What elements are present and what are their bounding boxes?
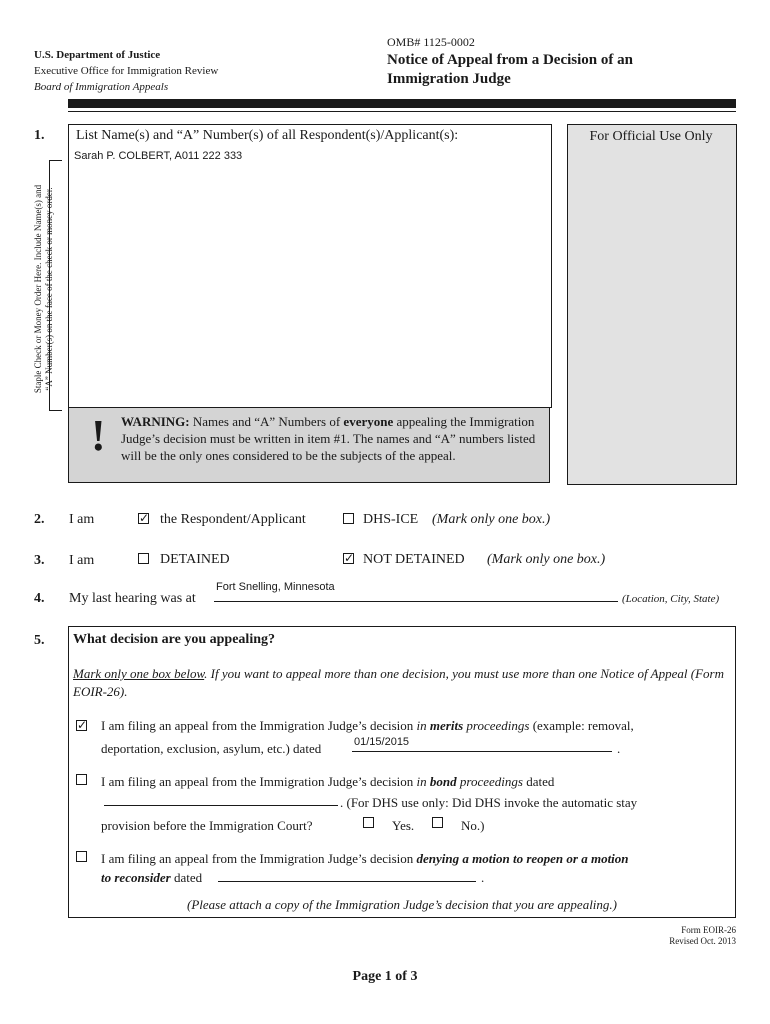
- item-4-number: 4.: [34, 591, 45, 606]
- agency-block: [34, 47, 218, 95]
- item-3-number: 3.: [34, 553, 45, 568]
- reconsider-keyword: to reconsider: [101, 870, 171, 885]
- reopen-checkbox[interactable]: [76, 851, 87, 862]
- not-detained-option-label: NOT DETAINED: [363, 552, 465, 567]
- reopen-period: .: [481, 870, 485, 885]
- instr-rest: . If you want to appeal more than one decision, you must use more than one Notice of Appeal (Form EOIR-26).: [73, 666, 724, 699]
- bond-text-b: dated: [522, 774, 555, 789]
- merits-in: in: [416, 718, 430, 733]
- form-id: [620, 925, 736, 947]
- merits-date-value[interactable]: 01/15/2015: [354, 736, 410, 748]
- agency-board: Board of Immigration Appeals: [34, 81, 169, 93]
- merits-text-a: I am filing an appeal from the Immigration Judge’s decision: [101, 718, 417, 733]
- merits-proceedings: proceedings: [463, 718, 530, 733]
- detained-checkbox[interactable]: [138, 553, 149, 564]
- decision-question: What decision are you appealing?: [73, 632, 275, 647]
- last-hearing-value[interactable]: Fort Snelling, Minnesota: [216, 581, 335, 593]
- bond-proceedings: proceedings: [456, 774, 523, 789]
- header-rule-thin: [68, 111, 736, 112]
- reopen-text-b: dated: [170, 870, 203, 885]
- bond-checkbox[interactable]: [76, 774, 87, 785]
- reopen-option-line2: [101, 867, 202, 888]
- last-hearing-line: [214, 601, 618, 602]
- merits-option-line2: deportation, exclusion, asylum, etc.) dated: [101, 741, 322, 756]
- bond-option-line2: . (For DHS use only: Did DHS invoke the automatic stay: [340, 795, 638, 810]
- respondent-option-label: the Respondent/Applicant: [160, 512, 306, 527]
- item-2-note: (Mark only one box.): [432, 512, 551, 527]
- page-number: Page 1 of 3: [352, 969, 418, 984]
- stay-yes-checkbox[interactable]: [363, 817, 374, 828]
- respondents-value[interactable]: Sarah P. COLBERT, A011 222 333: [74, 150, 243, 162]
- reopen-text-a: I am filing an appeal from the Immigration Judge’s decision: [101, 851, 417, 866]
- bond-option-line1: [101, 771, 731, 792]
- stay-no-checkbox[interactable]: [432, 817, 443, 828]
- warning-everyone: everyone: [343, 414, 394, 429]
- title-line-1: Notice of Appeal from a Decision of an: [387, 52, 633, 68]
- official-use-box: [567, 124, 737, 485]
- item-5-number: 5.: [34, 633, 45, 648]
- official-use-label: For Official Use Only: [589, 129, 713, 144]
- item-1-number: 1.: [34, 128, 45, 143]
- dhs-ice-option-label: DHS-ICE: [363, 512, 419, 527]
- respondents-box[interactable]: [68, 124, 552, 408]
- staple-line-1: Staple Check or Money Order Here. Include Name(s) and: [33, 184, 43, 394]
- bond-in: in: [416, 774, 430, 789]
- bond-keyword: bond: [429, 774, 457, 789]
- merits-checkbox[interactable]: ✓: [77, 718, 88, 732]
- item-3-note: (Mark only one box.): [487, 552, 606, 567]
- reopen-keyword: denying a motion to reopen or a motion: [416, 851, 629, 866]
- item-2-label: I am: [69, 512, 95, 527]
- stay-yes-label: Yes.: [392, 818, 415, 833]
- stay-no-label: No.): [461, 818, 485, 833]
- bond-text-a: I am filing an appeal from the Immigration Judge’s decision: [101, 774, 417, 789]
- warning-heading: WARNING:: [121, 414, 190, 429]
- item-2-number: 2.: [34, 512, 45, 527]
- respondents-label: List Name(s) and “A” Number(s) of all Respondent(s)/Applicant(s):: [76, 128, 459, 143]
- last-hearing-hint: (Location, City, State): [622, 593, 720, 605]
- merits-option-line1: [101, 715, 731, 736]
- decision-instructions: [73, 665, 729, 701]
- staple-line-2: “A” Number(s) on the face of the check or money order.: [44, 187, 54, 391]
- bond-date-line[interactable]: [104, 805, 338, 806]
- exclamation-icon: !: [91, 411, 106, 460]
- warning-text-part2: appealing the Immigration Judge’s decision must be written in item #1. The names and “A” numbers listed will be the only ones considered to be the subjects of the appeal.: [121, 414, 536, 463]
- staple-instructions: [33, 109, 55, 469]
- merits-text-b: (example: removal,: [529, 718, 634, 733]
- warning-text-part1: Names and “A” Numbers of: [189, 414, 344, 429]
- reopen-date-line[interactable]: [218, 881, 476, 882]
- item-3-label: I am: [69, 553, 95, 568]
- attach-note: (Please attach a copy of the Immigration Judge’s decision that you are appealing.): [187, 897, 617, 912]
- omb-number: OMB# 1125-0002: [387, 35, 475, 49]
- instr-underlined: Mark only one box below: [73, 666, 205, 681]
- last-hearing-label: My last hearing was at: [69, 591, 196, 606]
- agency-office: Executive Office for Immigration Review: [34, 65, 219, 77]
- dhs-ice-checkbox[interactable]: [343, 513, 354, 524]
- respondent-checkbox[interactable]: ✓: [139, 511, 150, 525]
- agency-department: U.S. Department of Justice: [34, 49, 161, 61]
- document-title: [387, 51, 677, 89]
- title-line-2: Immigration Judge: [387, 71, 511, 87]
- header-rule-thick: [68, 99, 736, 108]
- warning-text: [121, 413, 549, 464]
- merits-date-line: [352, 751, 612, 752]
- detained-option-label: DETAINED: [160, 552, 230, 567]
- form-revision: Revised Oct. 2013: [669, 936, 736, 946]
- reopen-option-line1: [101, 848, 731, 869]
- merits-keyword: merits: [429, 718, 464, 733]
- bond-option-line3: provision before the Immigration Court?: [101, 818, 313, 833]
- merits-period: .: [617, 741, 621, 756]
- not-detained-checkbox[interactable]: ✓: [344, 551, 355, 565]
- form-number: Form EOIR-26: [681, 925, 736, 935]
